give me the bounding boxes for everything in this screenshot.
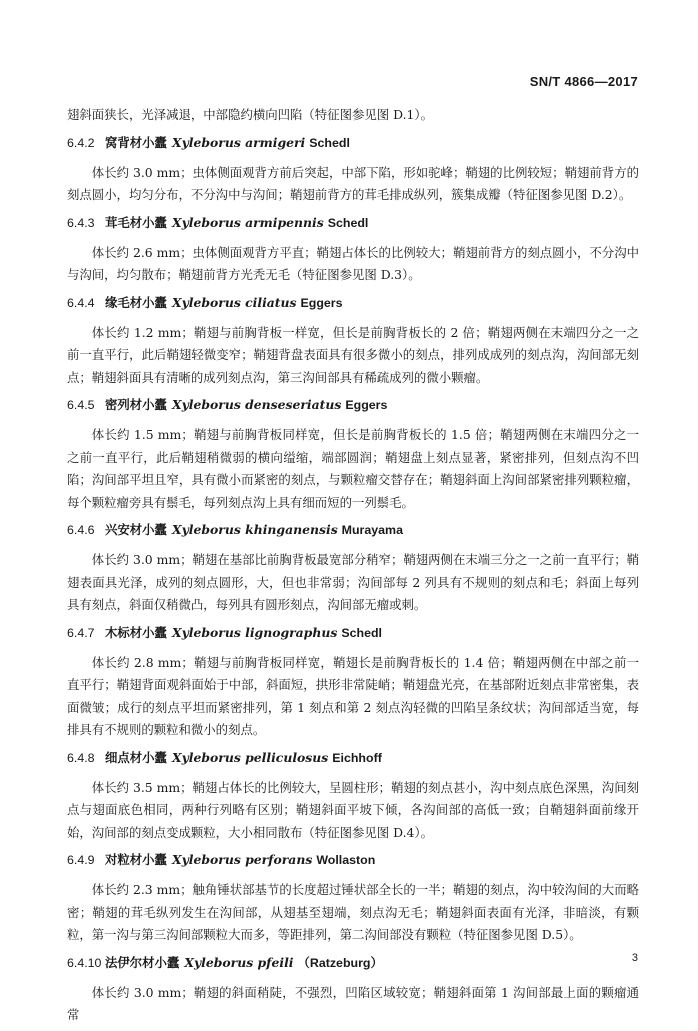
intro-paragraph: 翅斜面狭长，光泽减退，中部隐约横向凹陷（特征图参见图 D.1）。 — [67, 107, 433, 122]
section-body: 体长约 2.6 mm；虫体侧面观背方平直；鞘翅占体长的比例较大；鞘翅前背方的刻点圆小，不分沟中与沟间，均匀散布；鞘翅前背方光秃无毛（特征图参见图 D.3）。 — [67, 244, 639, 282]
section-heading — [67, 849, 639, 871]
species-section — [67, 132, 639, 207]
species-latin-name: Xyleborus perforans — [171, 852, 313, 867]
standard-code: SN/T 4866—2017 — [529, 74, 638, 89]
species-latin-name: Xyleborus denseseriatus — [171, 397, 342, 412]
species-latin-name: Xyleborus armigeri — [171, 134, 306, 150]
species-author: Wollaston — [316, 853, 376, 867]
species-latin-name: Xyleborus pelliculosus — [171, 749, 329, 765]
section-body: 体长约 3.0 mm；鞘翅的斜面稍陡，不强烈，凹陷区域较宽；鞘翅斜面第 1 沟间部最上面的颗瘤通常 — [67, 984, 639, 1022]
species-chinese-name: 缘毛材小蠹 — [105, 294, 167, 310]
species-chinese-name: 木标材小蠹 — [105, 624, 167, 640]
species-latin-name: Xyleborus khinganensis — [171, 522, 338, 537]
species-chinese-name: 密列材小蠹 — [105, 397, 167, 412]
section-heading — [67, 747, 639, 769]
species-author: Eichhoff — [332, 750, 382, 765]
species-latin-name: Xyleborus pfeili — [184, 954, 294, 970]
species-section — [67, 747, 639, 845]
species-section — [67, 394, 639, 514]
species-latin-name: Xyleborus lignographus — [171, 624, 338, 640]
section-heading — [67, 292, 639, 314]
section-body: 体长约 1.5 mm；鞘翅与前胸背板同样宽，但长是前胸背板长的 1.5 倍；鞘翅两侧在末端四分之一之前一直平行，此后鞘翅稍微弱的横向缢缩，端部圆润；鞘翅盘上刻点显著，紧密排列，但刻点沟不凹陷；沟间部平坦且窄，具有微小而紧密的刻点，与颗粒瘤交替存在；鞘翅斜面上沟间部紧密排列颗粒瘤，每个颗粒瘤旁具有鬃毛，每列刻点沟上具有细而短的一列鬃毛。 — [67, 427, 639, 510]
document-body — [67, 104, 639, 1031]
section-body: 体长约 3.5 mm；鞘翅占体长的比例较大，呈圆柱形；鞘翅的刻点甚小，沟中刻点底色深黑，沟间刻点与翅面底色相同，两种行列略有区别；鞘翅斜面平坡下倾，各沟间部的高低一致；自鞘翅斜面前缘开始，沟间部的刻点变成颗粒，大小相同散布（特征图参见图 D.4）。 — [67, 779, 639, 840]
section-number: 6.4.8 — [67, 750, 95, 765]
species-author: Schedl — [341, 625, 382, 640]
species-author: Eggers — [300, 295, 343, 310]
section-body: 体长约 3.0 mm；鞘翅在基部比前胸背板最宽部分稍窄；鞘翅两侧在末端三分之一之前一直平行；鞘翅表面具光泽，成列的刻点圆形，大，但也非常弱；沟间部每 2 列具有不规则的刻点和毛；斜面上每列具有刻点，斜面仅稍微凸，每列具有圆形刻点，沟间部无瘤或刺。 — [67, 552, 639, 612]
species-author: Schedl — [327, 215, 369, 230]
species-author: Eggers — [345, 398, 388, 412]
species-author: （Ratzeburg） — [297, 955, 383, 970]
section-heading — [67, 519, 639, 541]
species-chinese-name: 茸毛材小蠹 — [105, 214, 167, 230]
species-author: Murayama — [341, 523, 403, 537]
section-body: 体长约 2.3 mm；触角锤状部基节的长度超过锤状部全长的一半；鞘翅的刻点，沟中较沟间的大而略密；鞘翅的茸毛纵列发生在沟间部，从翅基至翅端，刻点沟无毛；鞘翅斜面表面有光泽，非暗淡，有颗粒，第一沟与第三沟间部颗粒大而多，等距排列，第二沟间部没有颗粒（特征图参见图 D.5）。 — [67, 882, 639, 942]
section-number: 6.4.7 — [67, 625, 95, 640]
section-number: 6.4.2 — [67, 135, 95, 150]
section-heading — [67, 622, 639, 644]
species-author: Schedl — [309, 135, 350, 150]
species-chinese-name: 法伊尔材小蠹 — [105, 954, 180, 970]
species-sections — [67, 132, 639, 1027]
section-number: 6.4.4 — [67, 295, 95, 310]
species-section — [67, 519, 639, 617]
section-number: 6.4.10 — [67, 955, 102, 970]
species-latin-name: Xyleborus ciliatus — [171, 294, 297, 310]
species-chinese-name: 窝背材小蠹 — [105, 134, 167, 150]
section-number: 6.4.5 — [67, 398, 95, 412]
section-body: 体长约 3.0 mm；虫体侧面观背方前后突起，中部下陷，形如驼峰；鞘翅的比例较短；鞘翅前背方的刻点圆小，均匀分布，不分沟中与沟间；鞘翅前背方的茸毛排成纵列，簇集成瓣（特征图参见图 D.2）。 — [67, 164, 639, 202]
species-chinese-name: 兴安材小蠹 — [105, 522, 167, 537]
section-number: 6.4.3 — [67, 215, 95, 230]
section-heading — [67, 394, 639, 416]
species-section — [67, 212, 639, 287]
section-heading — [67, 952, 639, 974]
section-heading — [67, 212, 639, 234]
section-heading — [67, 132, 639, 154]
species-chinese-name: 细点材小蠹 — [105, 749, 167, 765]
section-body: 体长约 2.8 mm；鞘翅与前胸背板同样宽，鞘翅长是前胸背板长的 1.4 倍；鞘翅两侧在中部之前一直平行；鞘翅背面观斜面始于中部，斜面短，拱形非常陡峭；鞘翅盘光亮，在基部附近刻点非常密集，表面微皱；成行的刻点平坦而紧密排列，第 1 刻点和第 2 刻点沟轻微的凹陷呈条纹状；沟间部适当宽，每排具有不规则的颗粒和微小的刻点。 — [67, 654, 639, 737]
species-section — [67, 849, 639, 947]
species-section — [67, 622, 639, 742]
species-section — [67, 952, 639, 1027]
species-chinese-name: 对粒材小蠹 — [105, 852, 167, 867]
species-latin-name: Xyleborus armipennis — [171, 214, 324, 230]
species-section — [67, 292, 639, 390]
section-number: 6.4.9 — [67, 853, 95, 867]
page-number: 3 — [631, 952, 638, 964]
section-body: 体长约 1.2 mm；鞘翅与前胸背板一样宽，但长是前胸背板长的 2 倍；鞘翅两侧在末端四分之一之前一直平行，此后鞘翅轻微变窄；鞘翅背盘表面具有很多微小的刻点，排列成成列的刻点沟，沟间部无刻点；鞘翅斜面具有清晰的成列刻点沟，第三沟间部具有稀疏成列的微小颗瘤。 — [67, 324, 639, 385]
section-number: 6.4.6 — [67, 523, 95, 537]
